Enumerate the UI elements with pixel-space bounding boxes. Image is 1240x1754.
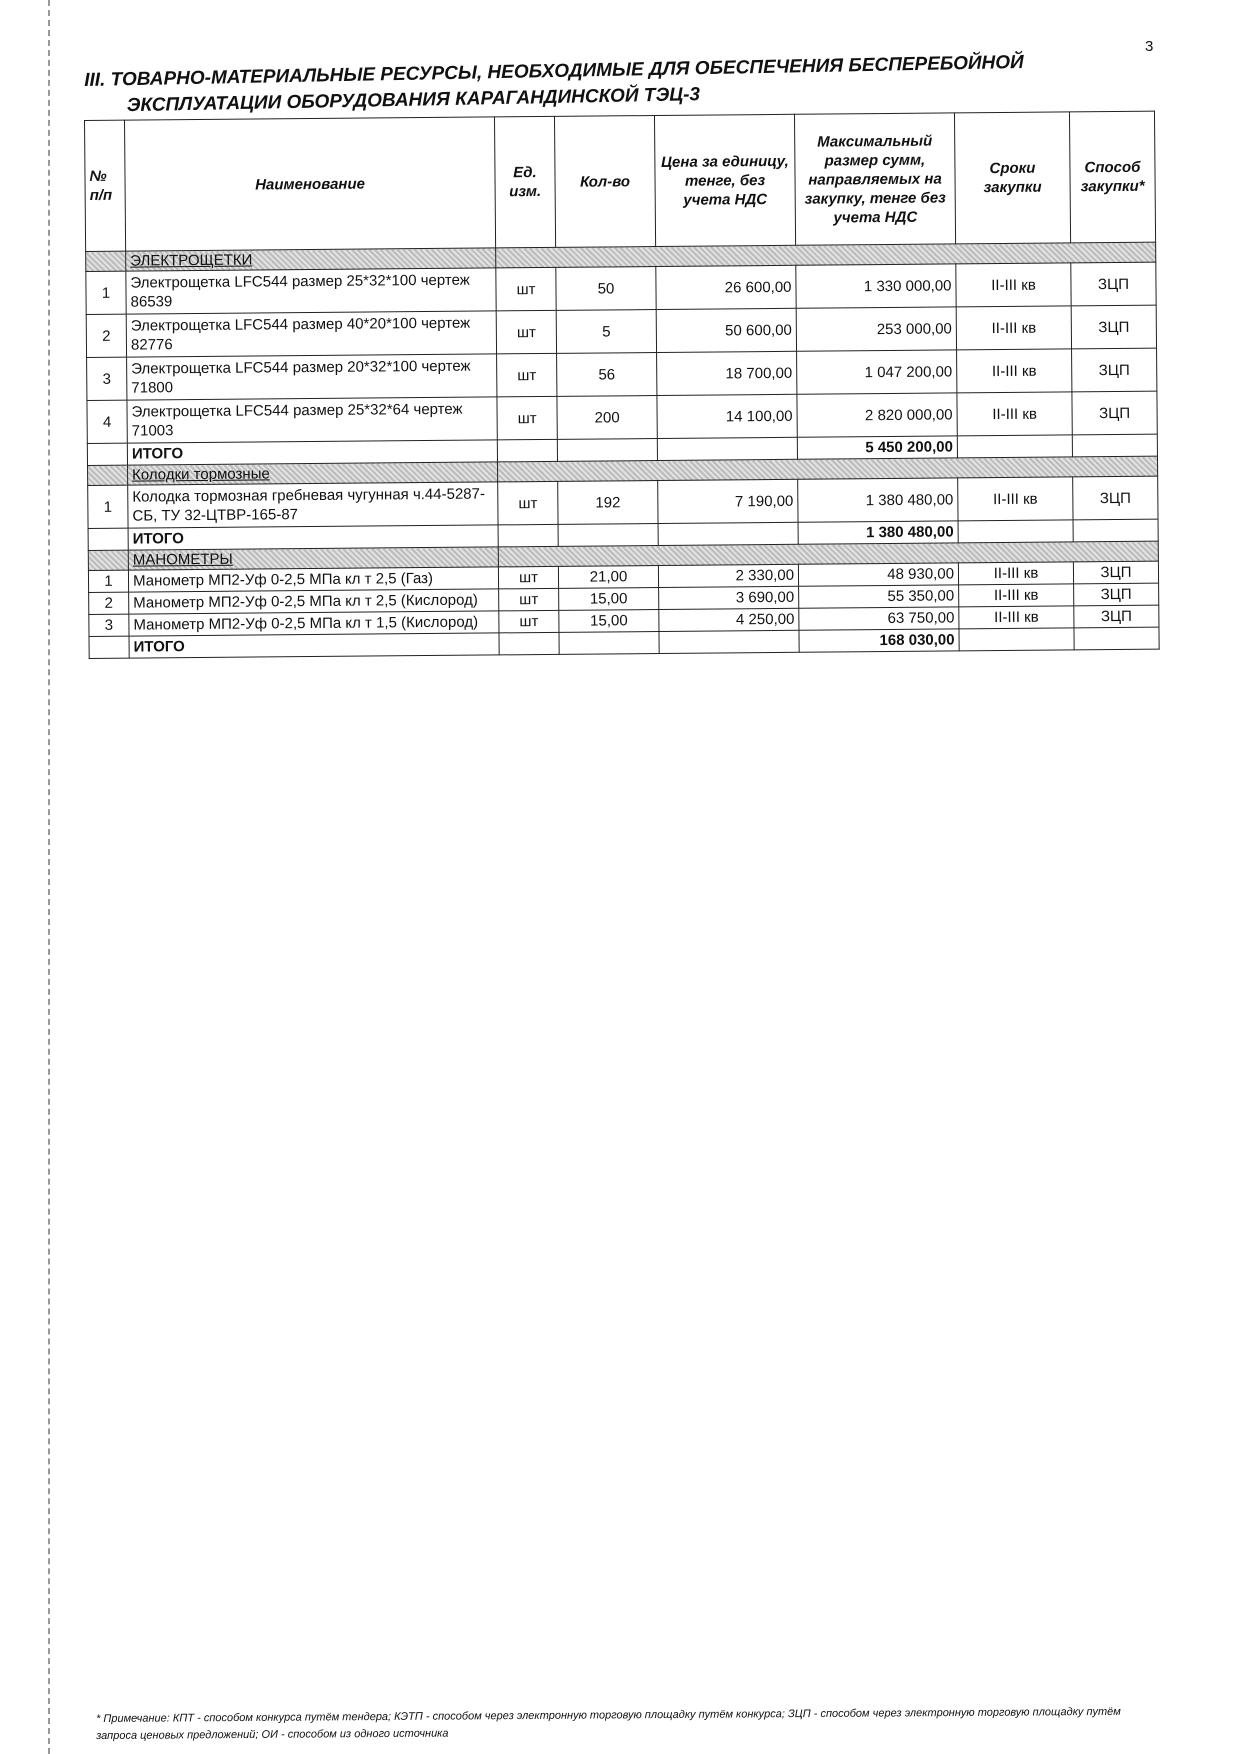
- cell-name: Электрощетка LFC544 размер 20*32*100 чертеж 71800: [127, 354, 497, 400]
- resources-table-wrap: [84, 111, 1159, 659]
- section-header-spacer: [88, 465, 128, 485]
- cell-method: ЗЦП: [1071, 305, 1156, 349]
- cell-unit: шт: [497, 396, 557, 440]
- cell-price: 50 600,00: [656, 308, 796, 352]
- cell-name: Манометр МП2-Уф 0-2,5 МПа кл т 2,5 (Кислород): [129, 589, 499, 614]
- cell-price: 3 690,00: [659, 586, 799, 609]
- cell-price: 4 250,00: [659, 608, 799, 631]
- cell-unit: шт: [496, 267, 556, 311]
- cell-price: 7 190,00: [658, 479, 798, 523]
- total-value: 5 450 200,00: [797, 436, 957, 459]
- header-row: [85, 111, 1156, 251]
- empty-cell: [559, 632, 659, 655]
- cell-method: ЗЦП: [1073, 561, 1158, 584]
- cell-qty: 192: [558, 481, 658, 525]
- empty-cell: [959, 628, 1074, 651]
- empty-cell: [1074, 627, 1159, 650]
- resources-table: [84, 111, 1160, 659]
- header-num: № п/п: [85, 120, 126, 251]
- empty-cell: [1073, 519, 1158, 542]
- cell-unit: шт: [497, 353, 557, 397]
- cell-num: 1: [86, 271, 126, 314]
- cell-num: 1: [88, 485, 128, 528]
- cell-qty: 15,00: [559, 588, 659, 611]
- title-line-1: III. ТОВАРНО-МАТЕРИАЛЬНЫЕ РЕСУРСЫ, НЕОБХОДИМЫЕ ДЛЯ ОБЕСПЕЧЕНИЯ БЕСПЕРЕБОЙНОЙ: [84, 51, 1024, 91]
- empty-cell: [957, 435, 1072, 458]
- document-title: [84, 48, 1145, 120]
- cell-period: II-III кв: [956, 263, 1071, 307]
- cell-qty: 5: [556, 310, 656, 354]
- cell-period: II-III кв: [959, 606, 1074, 629]
- cell-num: 2: [89, 592, 129, 614]
- empty-cell: [658, 522, 798, 545]
- total-label: ИТОГО: [128, 525, 498, 550]
- cell-period: II-III кв: [956, 306, 1071, 350]
- cell-method: ЗЦП: [1074, 583, 1159, 606]
- cell-name: Электрощетка LFC544 размер 25*32*64 чертеж 71003: [127, 397, 497, 443]
- header-unit: Ед. изм.: [494, 116, 555, 248]
- cell-qty: 21,00: [558, 566, 658, 589]
- total-label: ИТОГО: [129, 633, 499, 658]
- section-title: ЭЛЕКТРОЩЕТКИ: [126, 248, 496, 271]
- empty-cell: [1072, 434, 1157, 457]
- cell-price: 18 700,00: [657, 351, 797, 395]
- cell-sum: 253 000,00: [796, 307, 956, 351]
- cell-period: II-III кв: [959, 584, 1074, 607]
- empty-cell: [88, 528, 128, 550]
- cell-unit: шт: [499, 588, 559, 611]
- total-label: ИТОГО: [127, 440, 497, 465]
- header-period: Сроки закупки: [954, 112, 1070, 244]
- cell-sum: 63 750,00: [799, 607, 959, 630]
- section-title: МАНОМЕТРЫ: [128, 547, 498, 570]
- cell-unit: шт: [498, 566, 558, 589]
- cell-name: Электрощетка LFC544 размер 40*20*100 чертеж 82776: [126, 311, 496, 357]
- empty-cell: [557, 439, 657, 462]
- footnote: * Примечание: КПТ - способом конкурса путём тендера; КЭТП - способом через электронную торговую площадку путём конкурса; ЗЦП - способом через электронную торговую площадку путём запроса ценовых предложений; ОИ - способом из одного источника: [96, 1705, 1121, 1742]
- cell-sum: 48 930,00: [798, 563, 958, 586]
- cell-num: 2: [86, 314, 126, 357]
- cell-unit: шт: [499, 610, 559, 633]
- empty-cell: [498, 524, 558, 547]
- cell-qty: 200: [557, 396, 657, 440]
- cell-sum: 2 820 000,00: [797, 393, 957, 437]
- cell-unit: шт: [496, 310, 556, 354]
- empty-cell: [659, 630, 799, 653]
- cell-name: Манометр МП2-Уф 0-2,5 МПа кл т 1,5 (Кислород): [129, 611, 499, 636]
- cell-sum: 1 330 000,00: [796, 264, 956, 308]
- empty-cell: [87, 443, 127, 465]
- cell-name: Манометр МП2-Уф 0-2,5 МПа кл т 2,5 (Газ): [128, 567, 498, 592]
- total-value: 1 380 480,00: [798, 521, 958, 544]
- cell-method: ЗЦП: [1072, 348, 1157, 392]
- section-title: Колодки тормозные: [128, 462, 498, 485]
- section-header-spacer: [88, 550, 128, 570]
- header-method: Способ закупки*: [1069, 111, 1155, 243]
- cell-period: II-III кв: [957, 349, 1072, 393]
- header-price: Цена за единицу, тенге, без учета НДС: [654, 114, 795, 246]
- empty-cell: [89, 636, 129, 658]
- cell-qty: 56: [557, 353, 657, 397]
- table-body: [86, 242, 1160, 658]
- empty-cell: [497, 439, 557, 462]
- cell-period: II-III кв: [957, 392, 1072, 436]
- cell-price: 14 100,00: [657, 394, 797, 438]
- cell-num: 1: [88, 570, 128, 592]
- empty-cell: [657, 437, 797, 460]
- cell-num: 3: [89, 614, 129, 636]
- cell-price: 26 600,00: [656, 265, 796, 309]
- cell-name: Колодка тормозная гребневая чугунная ч.44-5287-СБ, ТУ 32-ЦТВР-165-87: [128, 482, 498, 528]
- cell-sum: 1 047 200,00: [797, 350, 957, 394]
- header-qty: Кол-во: [554, 116, 655, 248]
- page-number: 3: [1145, 38, 1154, 55]
- cell-period: II-III кв: [958, 562, 1073, 585]
- cell-name: Электрощетка LFC544 размер 25*32*100 чертеж 86539: [126, 268, 496, 314]
- cell-qty: 15,00: [559, 610, 659, 633]
- cell-period: II-III кв: [958, 477, 1073, 521]
- cell-price: 2 330,00: [658, 564, 798, 587]
- cell-num: 3: [87, 357, 127, 400]
- cell-method: ЗЦП: [1073, 476, 1158, 520]
- section-header-spacer: [86, 251, 126, 271]
- cell-method: ЗЦП: [1072, 391, 1157, 435]
- cell-sum: 55 350,00: [799, 585, 959, 608]
- cell-num: 4: [87, 400, 127, 443]
- scan-edge: [48, 0, 50, 1754]
- title-line-2: ЭКСПЛУАТАЦИИ ОБОРУДОВАНИЯ КАРАГАНДИНСКОЙ ТЭЦ-3: [126, 84, 701, 117]
- cell-unit: шт: [498, 481, 558, 525]
- cell-qty: 50: [556, 267, 656, 311]
- empty-cell: [558, 524, 658, 547]
- cell-method: ЗЦП: [1074, 605, 1159, 628]
- total-value: 168 030,00: [799, 629, 959, 652]
- cell-sum: 1 380 480,00: [798, 478, 958, 522]
- header-max-sum: Максимальный размер сумм, направляемых на закупку, тенге без учета НДС: [794, 113, 955, 245]
- header-name: Наименование: [125, 117, 496, 251]
- cell-method: ЗЦП: [1071, 262, 1156, 306]
- empty-cell: [958, 520, 1073, 543]
- empty-cell: [499, 632, 559, 655]
